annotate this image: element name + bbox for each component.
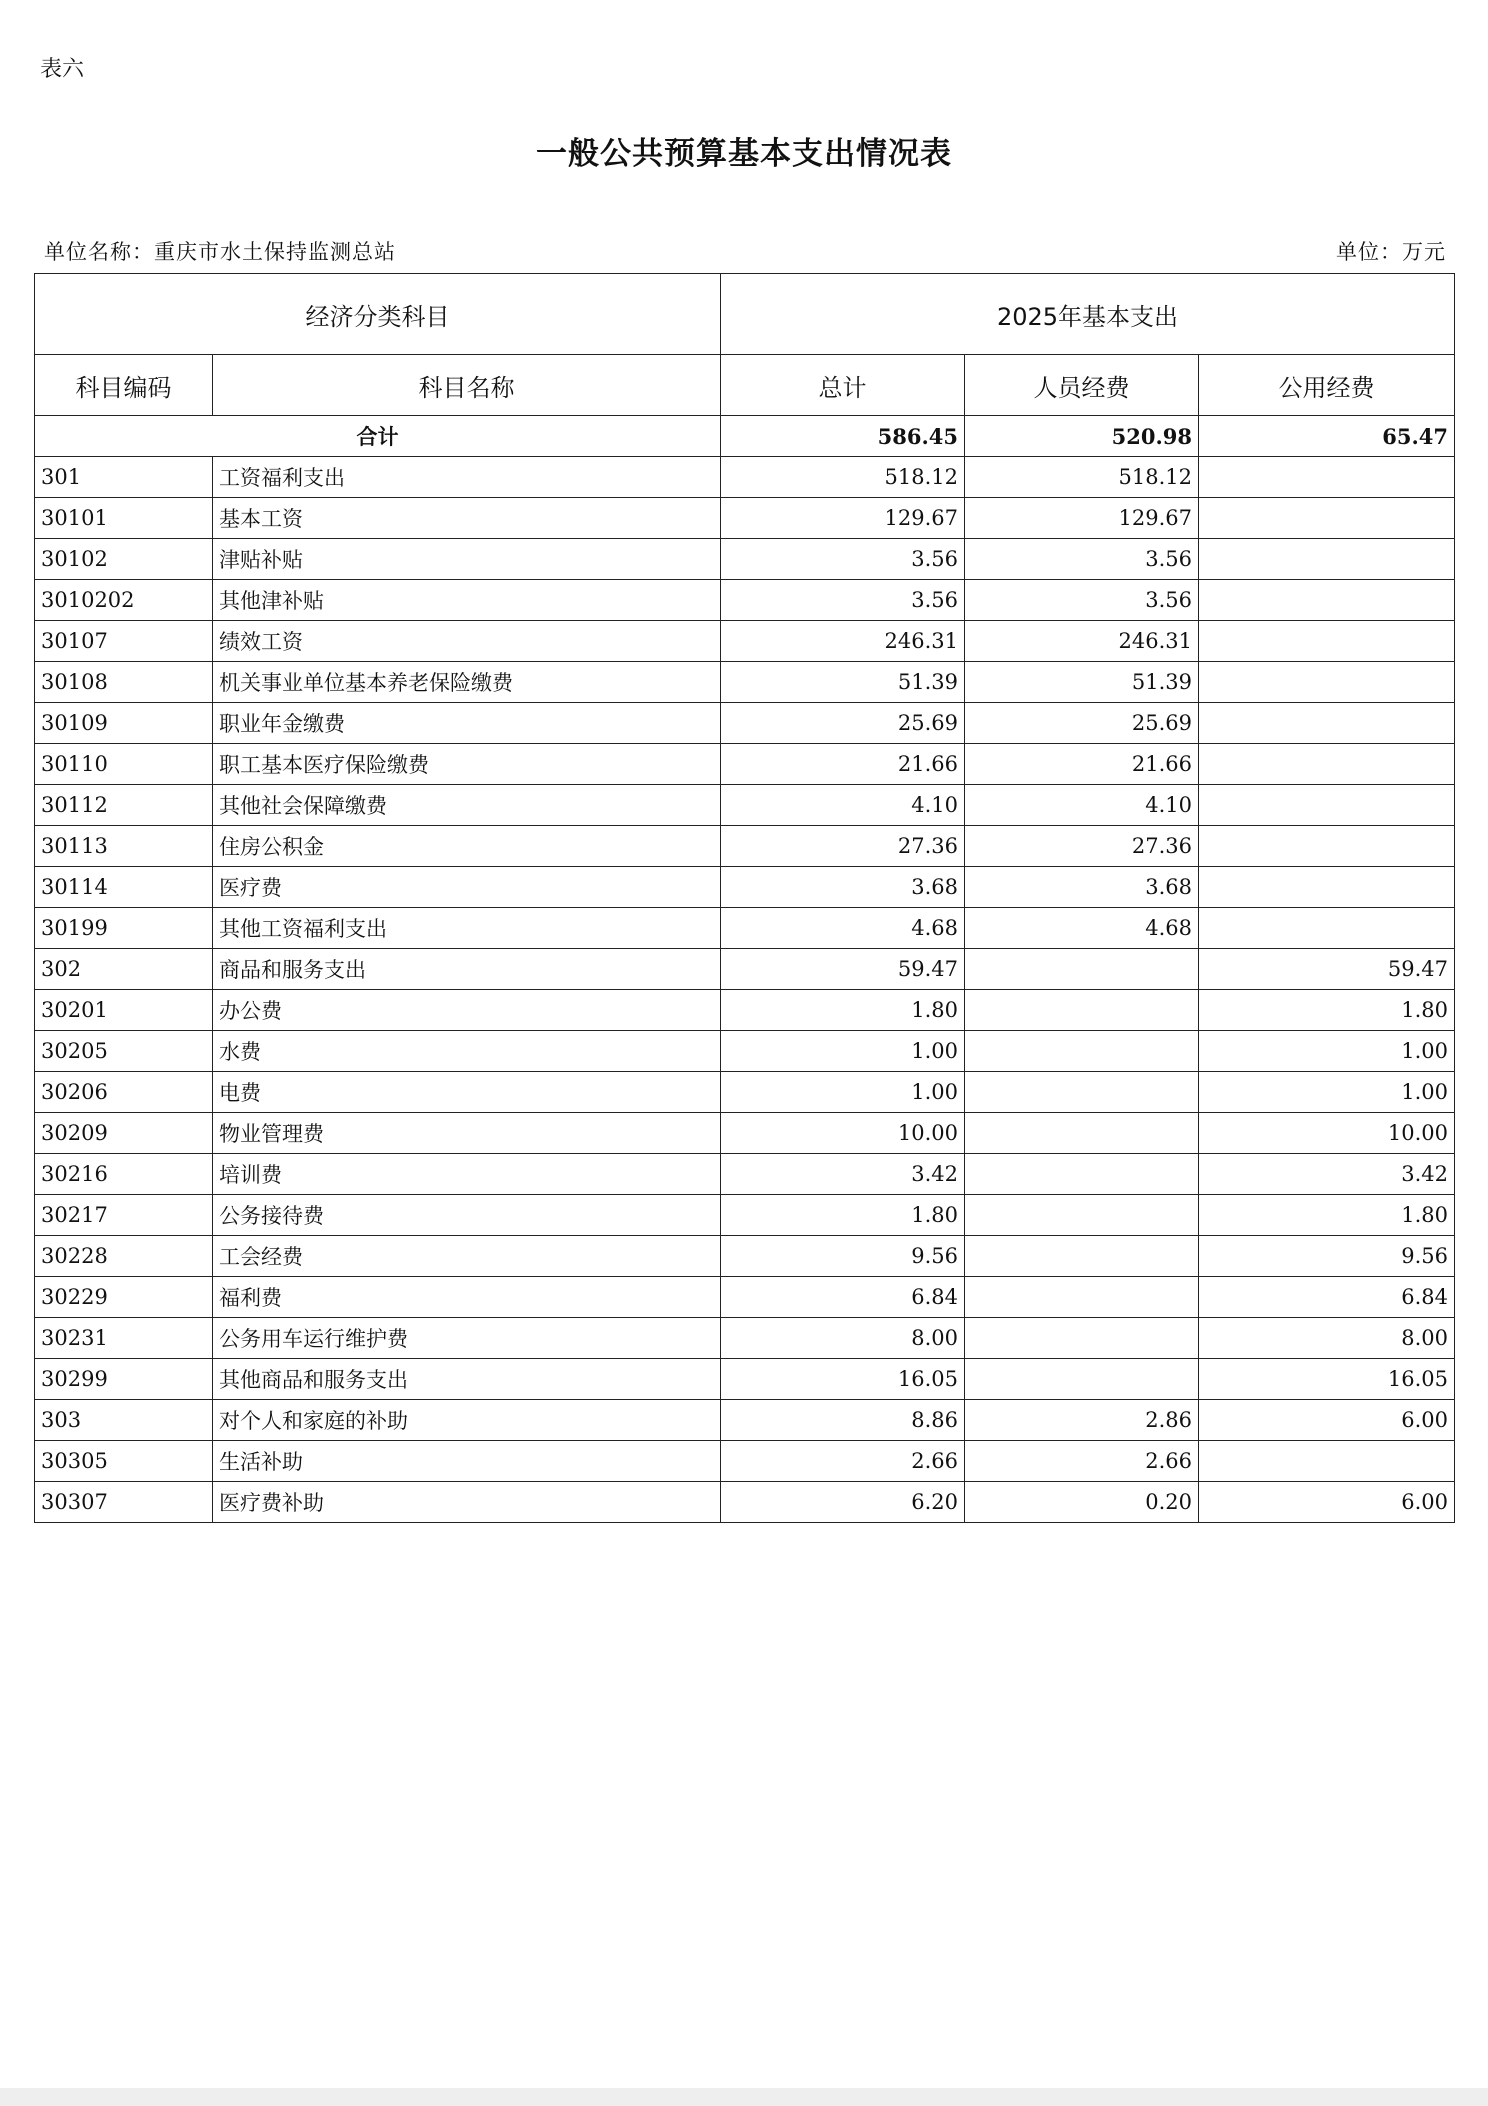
row-public: 9.56 xyxy=(1199,1236,1455,1277)
row-total: 3.68 xyxy=(721,867,965,908)
table-row xyxy=(35,1154,1455,1195)
row-personnel xyxy=(965,1113,1199,1154)
row-total: 8.86 xyxy=(721,1400,965,1441)
table-row xyxy=(35,1359,1455,1400)
row-total: 1.80 xyxy=(721,1195,965,1236)
row-name: 福利费 xyxy=(213,1277,721,1318)
row-name: 工会经费 xyxy=(213,1236,721,1277)
unit-name-label: 单位名称：重庆市水土保持监测总站 xyxy=(44,240,396,264)
table-row xyxy=(35,498,1455,539)
row-name: 医疗费补助 xyxy=(213,1482,721,1523)
row-total: 1.00 xyxy=(721,1031,965,1072)
row-personnel xyxy=(965,990,1199,1031)
row-name: 公务接待费 xyxy=(213,1195,721,1236)
table-row xyxy=(35,621,1455,662)
row-name: 培训费 xyxy=(213,1154,721,1195)
row-public: 8.00 xyxy=(1199,1318,1455,1359)
header-public: 公用经费 xyxy=(1199,355,1455,416)
row-code: 30299 xyxy=(35,1359,213,1400)
row-personnel xyxy=(965,1277,1199,1318)
row-total: 27.36 xyxy=(721,826,965,867)
row-name: 职工基本医疗保险缴费 xyxy=(213,744,721,785)
row-name: 生活补助 xyxy=(213,1441,721,1482)
row-public: 6.00 xyxy=(1199,1482,1455,1523)
row-code: 30216 xyxy=(35,1154,213,1195)
row-personnel: 246.31 xyxy=(965,621,1199,662)
row-code: 30110 xyxy=(35,744,213,785)
table-row xyxy=(35,1441,1455,1482)
row-public: 1.80 xyxy=(1199,990,1455,1031)
row-personnel xyxy=(965,1318,1199,1359)
row-total: 4.68 xyxy=(721,908,965,949)
row-personnel xyxy=(965,949,1199,990)
row-name: 物业管理费 xyxy=(213,1113,721,1154)
table-row xyxy=(35,457,1455,498)
header-row-group xyxy=(35,274,1455,355)
row-code: 30217 xyxy=(35,1195,213,1236)
row-public: 59.47 xyxy=(1199,949,1455,990)
row-total: 3.56 xyxy=(721,580,965,621)
row-total: 9.56 xyxy=(721,1236,965,1277)
row-name: 商品和服务支出 xyxy=(213,949,721,990)
table-row xyxy=(35,1236,1455,1277)
row-personnel xyxy=(965,1236,1199,1277)
row-personnel: 3.56 xyxy=(965,539,1199,580)
row-personnel xyxy=(965,1359,1199,1400)
row-code: 30101 xyxy=(35,498,213,539)
header-basic-expenditure-2025: 2025年基本支出 xyxy=(721,274,1455,355)
row-personnel xyxy=(965,1072,1199,1113)
table-row xyxy=(35,1400,1455,1441)
row-total: 21.66 xyxy=(721,744,965,785)
row-total: 8.00 xyxy=(721,1318,965,1359)
row-personnel: 4.10 xyxy=(965,785,1199,826)
currency-unit-label: 单位：万元 xyxy=(1336,240,1446,264)
row-total: 3.56 xyxy=(721,539,965,580)
row-name: 基本工资 xyxy=(213,498,721,539)
row-name: 电费 xyxy=(213,1072,721,1113)
row-name: 津贴补贴 xyxy=(213,539,721,580)
total-label: 合计 xyxy=(35,416,721,457)
total-personnel: 520.98 xyxy=(965,416,1199,457)
row-total: 246.31 xyxy=(721,621,965,662)
table-row xyxy=(35,1277,1455,1318)
row-public xyxy=(1199,744,1455,785)
row-public: 6.00 xyxy=(1199,1400,1455,1441)
row-code: 30109 xyxy=(35,703,213,744)
row-public xyxy=(1199,785,1455,826)
row-total: 518.12 xyxy=(721,457,965,498)
header-row-columns xyxy=(35,355,1455,416)
row-total: 2.66 xyxy=(721,1441,965,1482)
table-number: 表六 xyxy=(40,57,85,82)
row-code: 30205 xyxy=(35,1031,213,1072)
total-public: 65.47 xyxy=(1199,416,1455,457)
row-personnel: 0.20 xyxy=(965,1482,1199,1523)
table-row xyxy=(35,703,1455,744)
header-total: 总计 xyxy=(721,355,965,416)
row-code: 30113 xyxy=(35,826,213,867)
row-code: 30112 xyxy=(35,785,213,826)
row-total: 10.00 xyxy=(721,1113,965,1154)
row-name: 水费 xyxy=(213,1031,721,1072)
row-name: 机关事业单位基本养老保险缴费 xyxy=(213,662,721,703)
budget-table xyxy=(34,273,1455,1523)
row-total: 25.69 xyxy=(721,703,965,744)
table-row xyxy=(35,1195,1455,1236)
row-public xyxy=(1199,662,1455,703)
row-public xyxy=(1199,457,1455,498)
table-row xyxy=(35,1482,1455,1523)
row-public xyxy=(1199,703,1455,744)
row-public: 3.42 xyxy=(1199,1154,1455,1195)
row-code: 30107 xyxy=(35,621,213,662)
row-personnel: 21.66 xyxy=(965,744,1199,785)
row-public xyxy=(1199,1441,1455,1482)
row-public: 1.00 xyxy=(1199,1031,1455,1072)
row-code: 30231 xyxy=(35,1318,213,1359)
row-public xyxy=(1199,867,1455,908)
row-personnel xyxy=(965,1154,1199,1195)
row-name: 工资福利支出 xyxy=(213,457,721,498)
row-total: 16.05 xyxy=(721,1359,965,1400)
page-title: 一般公共预算基本支出情况表 xyxy=(536,136,952,172)
row-public: 10.00 xyxy=(1199,1113,1455,1154)
row-code: 30228 xyxy=(35,1236,213,1277)
row-personnel: 3.68 xyxy=(965,867,1199,908)
header-personnel: 人员经费 xyxy=(965,355,1199,416)
row-public: 1.80 xyxy=(1199,1195,1455,1236)
row-name: 其他社会保障缴费 xyxy=(213,785,721,826)
row-personnel xyxy=(965,1031,1199,1072)
row-personnel: 25.69 xyxy=(965,703,1199,744)
row-total: 51.39 xyxy=(721,662,965,703)
row-total: 6.20 xyxy=(721,1482,965,1523)
row-personnel: 27.36 xyxy=(965,826,1199,867)
header-economic-classification: 经济分类科目 xyxy=(35,274,721,355)
row-public: 1.00 xyxy=(1199,1072,1455,1113)
table-row xyxy=(35,867,1455,908)
table-row xyxy=(35,1031,1455,1072)
row-personnel: 4.68 xyxy=(965,908,1199,949)
row-public: 16.05 xyxy=(1199,1359,1455,1400)
row-personnel: 2.66 xyxy=(965,1441,1199,1482)
row-name: 公务用车运行维护费 xyxy=(213,1318,721,1359)
table-row xyxy=(35,908,1455,949)
row-personnel: 129.67 xyxy=(965,498,1199,539)
table-row xyxy=(35,949,1455,990)
table-row xyxy=(35,539,1455,580)
row-total: 1.00 xyxy=(721,1072,965,1113)
row-name: 绩效工资 xyxy=(213,621,721,662)
row-public xyxy=(1199,826,1455,867)
row-public xyxy=(1199,580,1455,621)
row-public xyxy=(1199,498,1455,539)
row-name: 住房公积金 xyxy=(213,826,721,867)
row-total: 129.67 xyxy=(721,498,965,539)
row-code: 30114 xyxy=(35,867,213,908)
scan-edge-shade xyxy=(0,2088,1488,2106)
row-name: 其他商品和服务支出 xyxy=(213,1359,721,1400)
table-row xyxy=(35,826,1455,867)
row-public xyxy=(1199,539,1455,580)
row-code: 302 xyxy=(35,949,213,990)
row-personnel: 2.86 xyxy=(965,1400,1199,1441)
table-row xyxy=(35,990,1455,1031)
table-row xyxy=(35,1072,1455,1113)
total-total: 586.45 xyxy=(721,416,965,457)
row-code: 3010202 xyxy=(35,580,213,621)
row-name: 其他津补贴 xyxy=(213,580,721,621)
row-code: 30229 xyxy=(35,1277,213,1318)
header-name: 科目名称 xyxy=(213,355,721,416)
row-personnel: 518.12 xyxy=(965,457,1199,498)
row-code: 30201 xyxy=(35,990,213,1031)
row-personnel xyxy=(965,1195,1199,1236)
row-public xyxy=(1199,908,1455,949)
table-row xyxy=(35,744,1455,785)
row-personnel: 51.39 xyxy=(965,662,1199,703)
total-row xyxy=(35,416,1455,457)
row-name: 医疗费 xyxy=(213,867,721,908)
row-name: 对个人和家庭的补助 xyxy=(213,1400,721,1441)
row-code: 30209 xyxy=(35,1113,213,1154)
row-personnel: 3.56 xyxy=(965,580,1199,621)
row-code: 30108 xyxy=(35,662,213,703)
table-row xyxy=(35,662,1455,703)
row-code: 30206 xyxy=(35,1072,213,1113)
row-code: 301 xyxy=(35,457,213,498)
table-row xyxy=(35,785,1455,826)
row-code: 303 xyxy=(35,1400,213,1441)
table-row xyxy=(35,1318,1455,1359)
row-name: 办公费 xyxy=(213,990,721,1031)
table-row xyxy=(35,580,1455,621)
row-name: 职业年金缴费 xyxy=(213,703,721,744)
row-total: 3.42 xyxy=(721,1154,965,1195)
row-total: 6.84 xyxy=(721,1277,965,1318)
row-code: 30305 xyxy=(35,1441,213,1482)
header-code: 科目编码 xyxy=(35,355,213,416)
row-public: 6.84 xyxy=(1199,1277,1455,1318)
row-code: 30307 xyxy=(35,1482,213,1523)
table-row xyxy=(35,1113,1455,1154)
row-total: 1.80 xyxy=(721,990,965,1031)
row-public xyxy=(1199,621,1455,662)
row-total: 4.10 xyxy=(721,785,965,826)
row-name: 其他工资福利支出 xyxy=(213,908,721,949)
row-code: 30102 xyxy=(35,539,213,580)
row-total: 59.47 xyxy=(721,949,965,990)
row-code: 30199 xyxy=(35,908,213,949)
